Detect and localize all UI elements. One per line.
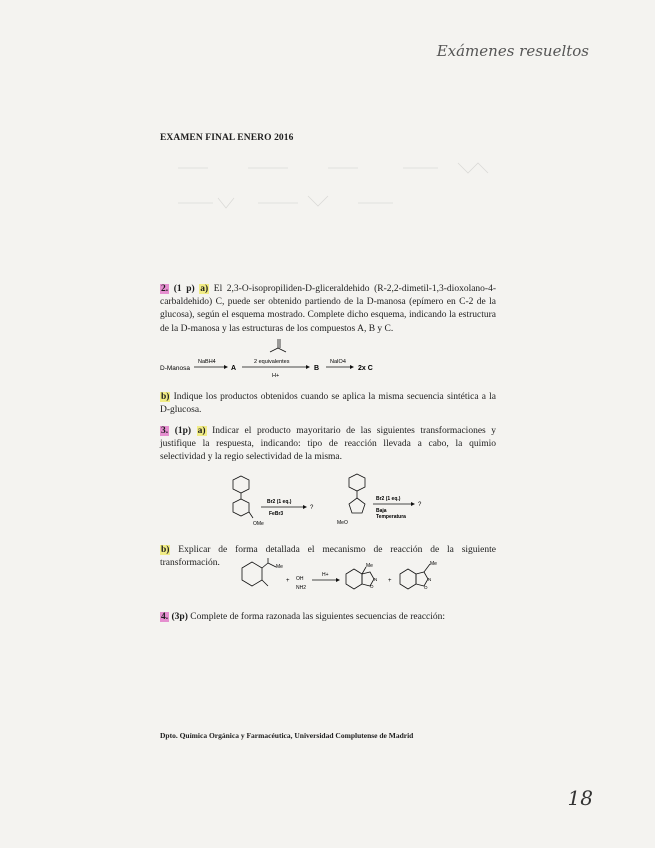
question-4-points: (3p) [171, 612, 188, 622]
scheme2-reagent-bottom-2: Temperatura [376, 514, 406, 520]
question-3-part-b: b) [161, 545, 170, 555]
pyridyl-pyrrole-structure [349, 474, 365, 513]
h-plus-label: H+ [322, 572, 329, 578]
mannose-scheme [158, 336, 518, 386]
plus-2: + [388, 578, 392, 584]
scheme-start: D-Manosa [160, 365, 190, 372]
scheme-product: 2x C [358, 365, 373, 372]
question-2-number: 2. [161, 284, 169, 294]
question-2b [160, 391, 496, 417]
ketone-substituent: Me [276, 564, 283, 570]
scheme2-substituent: MeO [337, 520, 348, 526]
scheme2-result: ? [418, 502, 422, 508]
h-plus-arrow-head [336, 578, 340, 582]
scheme-int-a: A [231, 365, 237, 372]
question-4 [160, 611, 496, 624]
question-3b-text: Explicar de forma detallada el mecanismo de reacción de la siguiente transformación. [160, 545, 496, 569]
product-2-nitrogen: N [428, 577, 432, 582]
biaryl-structure [233, 476, 253, 518]
bleed-through-marks [158, 148, 498, 228]
question-3 [160, 425, 496, 465]
question-3-part-a: a) [197, 426, 206, 436]
question-2-text: El 2,3-O-isopropiliden-D-gliceraldehido (R-2,2-dimetil-1,3-dioxolano-4-carbaldehido) C, puede ser obtenido partiendo de la D-manosa (epímero en C-2 de la glucosa), según el esquema mostrado. Complete dicho esquema, indicando la estructura de la D-manosa y las estructuras de los compuestos A, B y C. [160, 284, 497, 334]
page-footer: Dpto. Química Orgánica y Farmacéutica, Universidad Complutense de Madrid [160, 731, 414, 740]
bromination-schemes [205, 470, 435, 536]
exam-title: EXAMEN FINAL ENERO 2016 [160, 133, 294, 143]
scheme2-arrow-head [411, 502, 415, 506]
diketone-structure [242, 558, 276, 586]
scheme1-reagent-top: Br2 (1 eq.) [267, 499, 292, 505]
question-3-text: Indicar el producto mayoritario de las siguientes transformaciones y justifique la respuesta, indicando: tipo de reacción llevada a cabo, la quimio selectividad y la regio selectividad de la misma. [160, 426, 497, 463]
scheme1-result: ? [310, 505, 314, 511]
page-number: 18 [567, 786, 593, 810]
product-1-substituent: Me [366, 563, 373, 569]
question-2-part-b: b) [161, 392, 170, 402]
isoxazole-scheme [228, 558, 458, 604]
acetone-structure [270, 339, 286, 352]
scheme-reagent-1: NaBH4 [198, 359, 216, 365]
product-2-oxygen: O [424, 585, 428, 590]
reagent-oh: OH [296, 576, 304, 582]
arrow-1-head [224, 365, 228, 369]
handwritten-note: Exámenes resueltos [436, 42, 589, 60]
arrow-2-head [306, 365, 310, 369]
question-4-number: 4. [161, 612, 169, 622]
scheme-int-b: B [314, 365, 320, 372]
question-2 [160, 283, 496, 336]
product-1-nitrogen: N [374, 577, 378, 582]
scheme2-reagent-top: Br2 (1 eq.) [376, 496, 401, 502]
scheme1-arrow-head [303, 505, 307, 509]
scheme2-reagent-bottom-1: Baja [376, 508, 387, 514]
scheme1-reagent-bottom: FeBr3 [269, 511, 284, 517]
scheme-reagent-2-top: 2 equivalentes [254, 359, 290, 365]
scheme1-substituent: OMe [253, 521, 264, 527]
question-2b-text: Indique los productos obtenidos cuando se aplica la misma secuencia sintética a la D-glucosa. [160, 392, 497, 416]
question-3-points: (1p) [174, 426, 192, 436]
scheme-reagent-2-bottom: H+ [272, 373, 280, 379]
question-3-number: 3. [161, 426, 169, 436]
question-4-text: Complete de forma razonada las siguientes secuencias de reacción: [190, 612, 446, 622]
arrow-3-head [350, 365, 354, 369]
product-1-oxygen: O [370, 584, 374, 589]
question-2-part-a: a) [200, 284, 209, 294]
scheme-reagent-3: NaIO4 [330, 359, 346, 365]
reagent-nh2: NH2 [296, 585, 307, 591]
product-2-substituent: Me [430, 561, 437, 567]
plus-1: + [286, 578, 290, 584]
question-2-points: (1 p) [173, 284, 195, 294]
